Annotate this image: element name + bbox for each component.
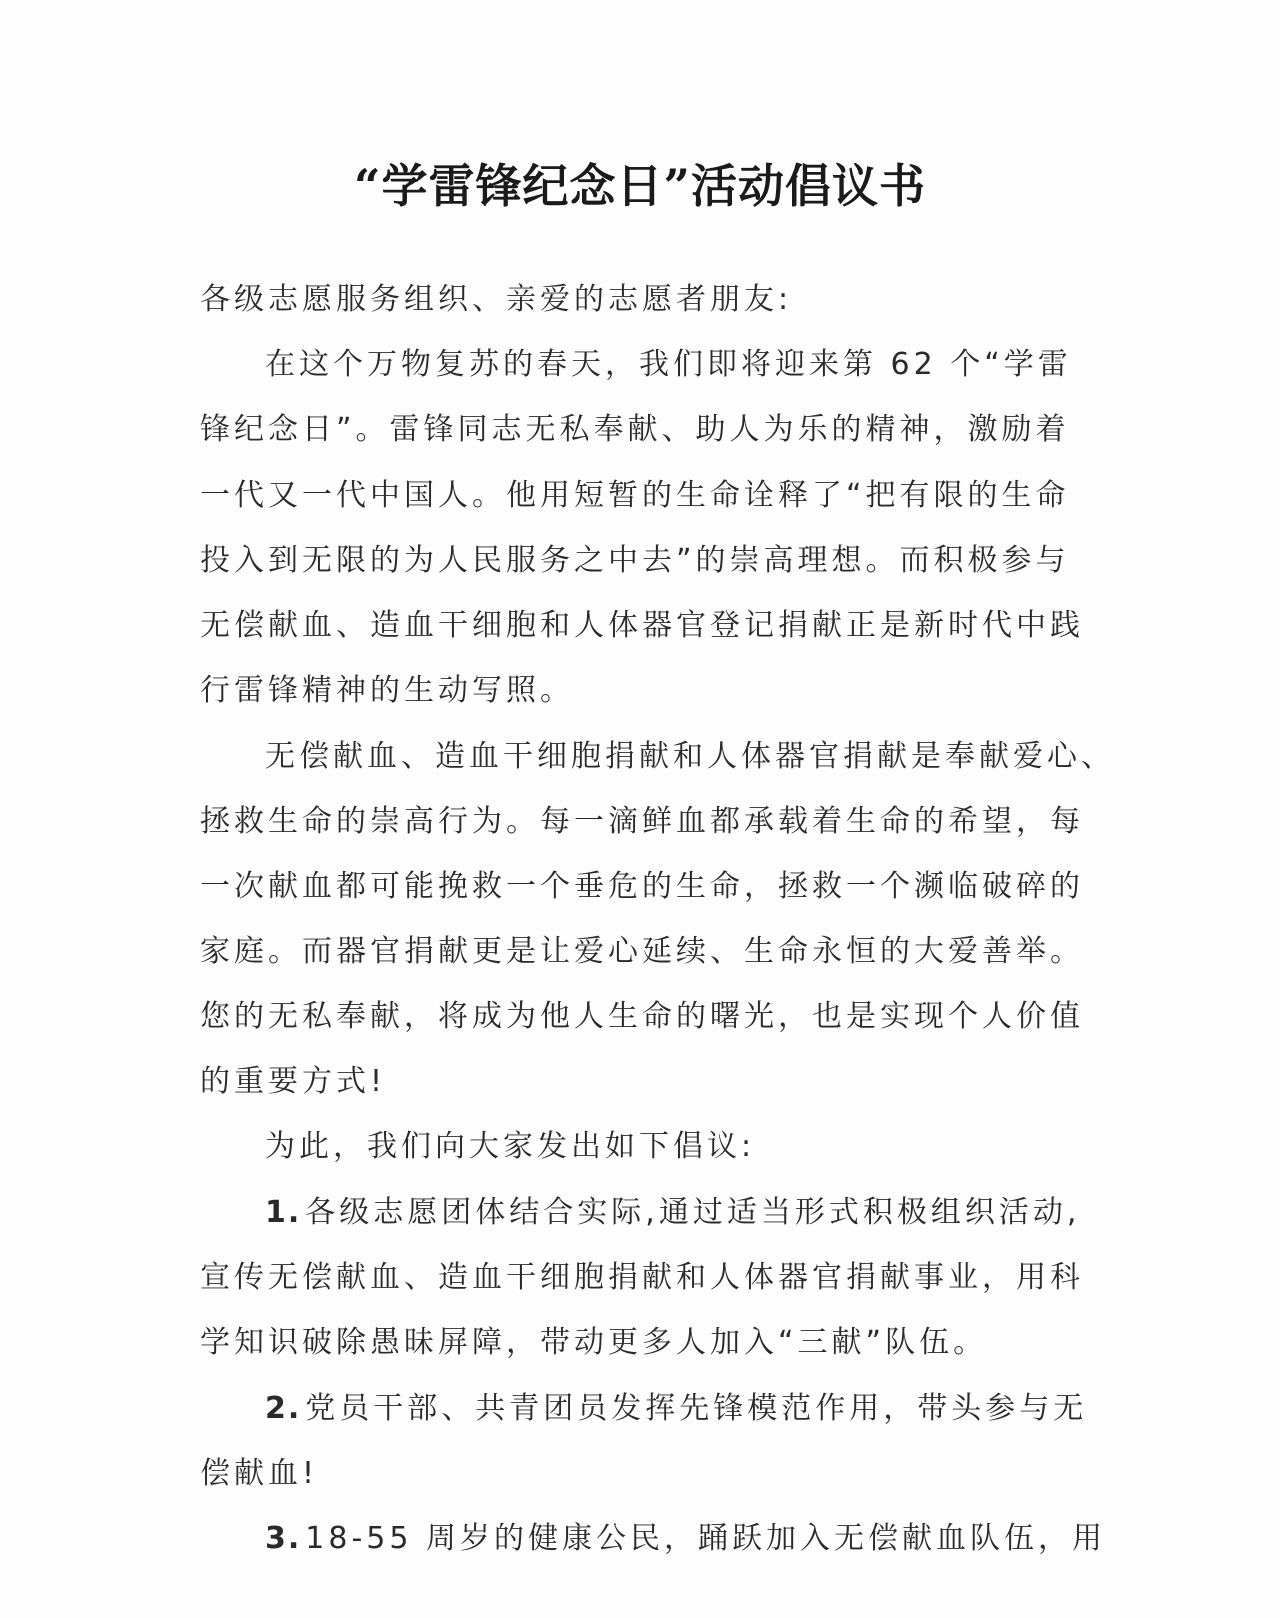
paragraph1-line: 在这个万物复苏的春天，我们即将迎来第 62 个“学雷	[265, 347, 1072, 382]
paragraph1-line: 行雷锋精神的生动写照。	[200, 673, 574, 708]
paragraph2-line: 一次献血都可能挽救一个垂危的生命，拯救一个濒临破碎的	[200, 869, 1084, 904]
item-number: 2.	[265, 1391, 302, 1426]
item-text: 各级志愿团体结合实际,通过适当形式积极组织活动,	[305, 1195, 1081, 1230]
paragraph1-line: 无偿献血、造血干细胞和人体器官登记捐献正是新时代中践	[200, 608, 1084, 643]
item-text-line: 偿献血!	[200, 1456, 319, 1491]
paragraph2-line: 无偿献血、造血干细胞捐献和人体器官捐献是奉献爱心、	[265, 739, 1115, 774]
paragraph1-line: 锋纪念日”。雷锋同志无私奉献、助人为乐的精神，激励着	[200, 412, 1070, 447]
proposal-item	[265, 1519, 1106, 1559]
proposal-item	[265, 1193, 1080, 1233]
paragraph2-line: 拯救生命的崇高行为。每一滴鲜血都承载着生命的希望，每	[200, 804, 1084, 839]
item-text-line: 宣传无偿献血、造血干细胞捐献和人体器官捐献事业，用科	[200, 1260, 1084, 1295]
proposal-intro: 为此，我们向大家发出如下倡议:	[265, 1129, 756, 1164]
paragraph2-line: 您的无私奉献，将成为他人生命的曙光，也是实现个人价值	[200, 999, 1084, 1034]
item-number: 1.	[265, 1195, 302, 1230]
paragraph1-line: 投入到无限的为人民服务之中去”的崇高理想。而积极参与	[200, 543, 1070, 578]
proposal-item	[265, 1389, 1087, 1429]
paragraph2-line: 家庭。而器官捐献更是让爱心延续、生命永恒的大爱善举。	[200, 934, 1084, 969]
item-number: 3.	[265, 1521, 302, 1556]
paragraph2-line: 的重要方式!	[200, 1064, 387, 1099]
item-text: 党员干部、共青团员发挥先锋模范作用，带头参与无	[305, 1391, 1088, 1426]
item-text-line: 学知识破除愚昧屏障，带动更多人加入“三献”队伍。	[200, 1325, 988, 1360]
item-text: 18-55 周岁的健康公民，踊跃加入无偿献血队伍，用	[305, 1521, 1106, 1556]
document-title: “学雷锋纪念日”活动倡议书	[354, 159, 926, 213]
salutation: 各级志愿服务组织、亲爱的志愿者朋友:	[200, 282, 793, 317]
paragraph1-line: 一代又一代中国人。他用短暂的生命诠释了“把有限的生命	[200, 478, 1070, 513]
